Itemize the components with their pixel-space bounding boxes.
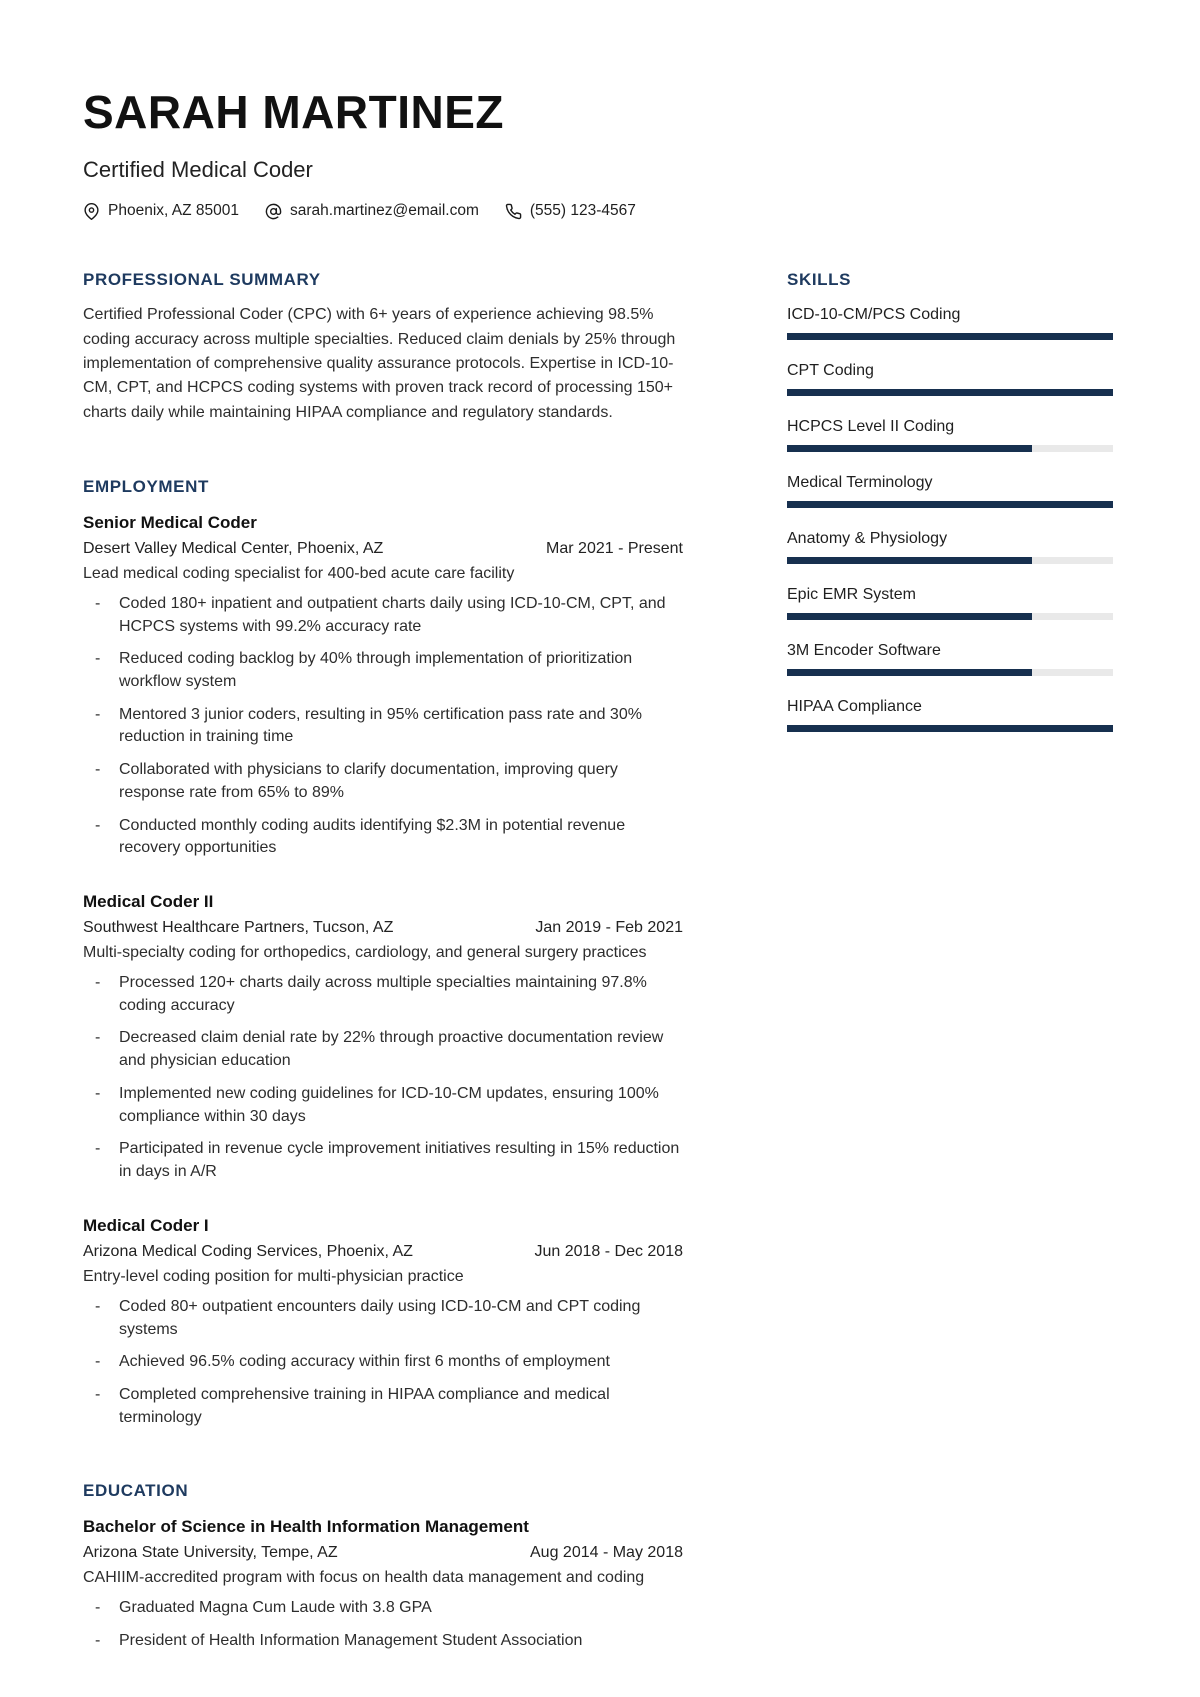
education-bullet: - President of Health Information Management Student Association xyxy=(95,1630,683,1653)
job-title: Medical Coder I xyxy=(83,1215,209,1235)
education-description: CAHIIM-accredited program with focus on health data management and coding xyxy=(83,1569,645,1587)
skill-item xyxy=(787,418,1113,452)
job-title: Medical Coder II xyxy=(83,892,214,912)
skill-bar-fill xyxy=(787,333,1113,340)
skill-bar-track xyxy=(787,389,1113,396)
skill-label: Epic EMR System xyxy=(787,586,916,604)
skill-bar-fill xyxy=(787,557,1032,564)
job-company: Southwest Healthcare Partners, Tucson, AZ xyxy=(83,919,394,937)
degree-title: Bachelor of Science in Health Information Management xyxy=(83,1517,529,1537)
job-bullet: - Decreased claim denial rate by 22% through proactive documentation review and physician education xyxy=(95,1027,683,1072)
phone-icon xyxy=(505,203,522,220)
skill-label: HCPCS Level II Coding xyxy=(787,418,955,436)
skill-item xyxy=(787,474,1113,508)
skills-list xyxy=(787,306,1113,732)
skill-bar-track xyxy=(787,445,1113,452)
job-bullet: - Completed comprehensive training in HIPAA compliance and medical terminology xyxy=(95,1384,683,1429)
employment-heading: EMPLOYMENT xyxy=(83,476,209,496)
summary-text: Certified Professional Coder (CPC) with 6+ years of experience achieving 98.5% coding accuracy across multiple specialties. Reduced claim denials by 25% through implementation of comprehensive quality assurance protocols. Expertise in ICD-10-CM, CPT, and HCPCS coding systems with proven track record of processing 150+ charts daily while maintaining HIPAA compliance and regulatory standards. xyxy=(83,306,676,421)
skill-bar-fill xyxy=(787,613,1032,620)
section-skills xyxy=(787,270,1113,732)
job-entry xyxy=(83,513,683,860)
skill-bar-fill xyxy=(787,389,1113,396)
skill-bar-track xyxy=(787,333,1113,340)
skills-heading: SKILLS xyxy=(787,270,852,290)
job-bullet: - Collaborated with physicians to clarify documentation, improving query response rate from 65% to 89% xyxy=(95,759,683,804)
skill-item xyxy=(787,586,1113,620)
job-meta xyxy=(83,919,683,937)
job-bullet: - Processed 120+ charts daily across multiple specialties maintaining 97.8% coding accuracy xyxy=(95,972,683,1017)
job-bullet: - Coded 80+ outpatient encounters daily using ICD-10-CM and CPT coding systems xyxy=(95,1296,683,1341)
job-meta xyxy=(83,1243,683,1261)
job-entry xyxy=(83,892,683,1184)
skill-item xyxy=(787,642,1113,676)
contact-location xyxy=(83,202,239,220)
job-description: Multi-specialty coding for orthopedics, cardiology, and general surgery practices xyxy=(83,944,647,962)
job-bullets xyxy=(83,1296,683,1430)
contact-email xyxy=(265,202,479,220)
skill-item xyxy=(787,306,1113,340)
job-bullet: - Achieved 96.5% coding accuracy within first 6 months of employment xyxy=(95,1351,683,1374)
summary-heading: PROFESSIONAL SUMMARY xyxy=(83,270,321,290)
person-name: SARAH MARTINEZ xyxy=(83,86,504,138)
job-bullet: - Mentored 3 junior coders, resulting in 95% certification pass rate and 30% reduction in training time xyxy=(95,704,683,749)
skill-label: HIPAA Compliance xyxy=(787,698,922,716)
section-education xyxy=(83,1481,683,1652)
main-column xyxy=(83,270,683,1653)
sidebar-column xyxy=(787,270,1113,754)
contact-email-text: sarah.martinez@email.com xyxy=(290,202,479,220)
education-meta xyxy=(83,1544,683,1562)
at-sign-icon xyxy=(265,203,282,220)
job-bullet: - Implemented new coding guidelines for ICD-10-CM updates, ensuring 100% compliance within 30 days xyxy=(95,1083,683,1128)
skill-bar-fill xyxy=(787,501,1113,508)
contact-location-text: Phoenix, AZ 85001 xyxy=(108,202,239,220)
job-description: Entry-level coding position for multi-physician practice xyxy=(83,1267,464,1285)
job-dates: Jan 2019 - Feb 2021 xyxy=(535,919,683,937)
education-heading: EDUCATION xyxy=(83,1481,189,1501)
skill-label: CPT Coding xyxy=(787,362,874,380)
skill-label: ICD-10-CM/PCS Coding xyxy=(787,306,961,324)
person-title: Certified Medical Coder xyxy=(83,157,313,183)
skill-bar-fill xyxy=(787,445,1032,452)
skill-item xyxy=(787,698,1113,732)
contact-phone xyxy=(505,202,636,220)
contact-row xyxy=(83,202,1113,220)
skill-bar-track xyxy=(787,613,1113,620)
skill-label: Medical Terminology xyxy=(787,474,933,492)
skill-bar-track xyxy=(787,725,1113,732)
job-bullet: - Participated in revenue cycle improvement initiatives resulting in 15% reduction in days in A/R xyxy=(95,1138,683,1183)
job-title: Senior Medical Coder xyxy=(83,512,257,532)
job-description: Lead medical coding specialist for 400-bed acute care facility xyxy=(83,564,515,582)
job-bullets xyxy=(83,972,683,1184)
skill-bar-fill xyxy=(787,669,1032,676)
job-meta xyxy=(83,540,683,558)
skill-bar-fill xyxy=(787,725,1113,732)
education-bullets xyxy=(83,1597,683,1652)
job-bullet: - Conducted monthly coding audits identifying $2.3M in potential revenue recovery opportunities xyxy=(95,815,683,860)
skill-bar-track xyxy=(787,557,1113,564)
education-dates: Aug 2014 - May 2018 xyxy=(530,1544,683,1562)
job-entry xyxy=(83,1216,683,1430)
skill-bar-track xyxy=(787,669,1113,676)
education-bullet: - Graduated Magna Cum Laude with 3.8 GPA xyxy=(95,1597,683,1620)
skill-bar-track xyxy=(787,501,1113,508)
content-columns xyxy=(83,270,1113,1653)
location-pin-icon xyxy=(83,203,100,220)
job-dates: Mar 2021 - Present xyxy=(546,539,683,557)
section-employment xyxy=(83,477,683,1430)
job-bullet: - Coded 180+ inpatient and outpatient charts daily using ICD-10-CM, CPT, and HCPCS systems with 99.2% accuracy rate xyxy=(95,593,683,638)
education-entry xyxy=(83,1517,683,1652)
job-bullet: - Reduced coding backlog by 40% through implementation of prioritization workflow system xyxy=(95,648,683,693)
skill-label: Anatomy & Physiology xyxy=(787,530,948,548)
skill-item xyxy=(787,530,1113,564)
section-professional-summary xyxy=(83,270,683,425)
school-name: Arizona State University, Tempe, AZ xyxy=(83,1544,338,1562)
job-company: Desert Valley Medical Center, Phoenix, AZ xyxy=(83,539,384,557)
contact-phone-text: (555) 123-4567 xyxy=(529,202,636,220)
job-company: Arizona Medical Coding Services, Phoenix, AZ xyxy=(83,1242,413,1260)
resume-header xyxy=(83,88,1113,220)
job-dates: Jun 2018 - Dec 2018 xyxy=(534,1242,683,1260)
job-bullets xyxy=(83,593,683,860)
skill-label: 3M Encoder Software xyxy=(787,642,941,660)
skill-item xyxy=(787,362,1113,396)
